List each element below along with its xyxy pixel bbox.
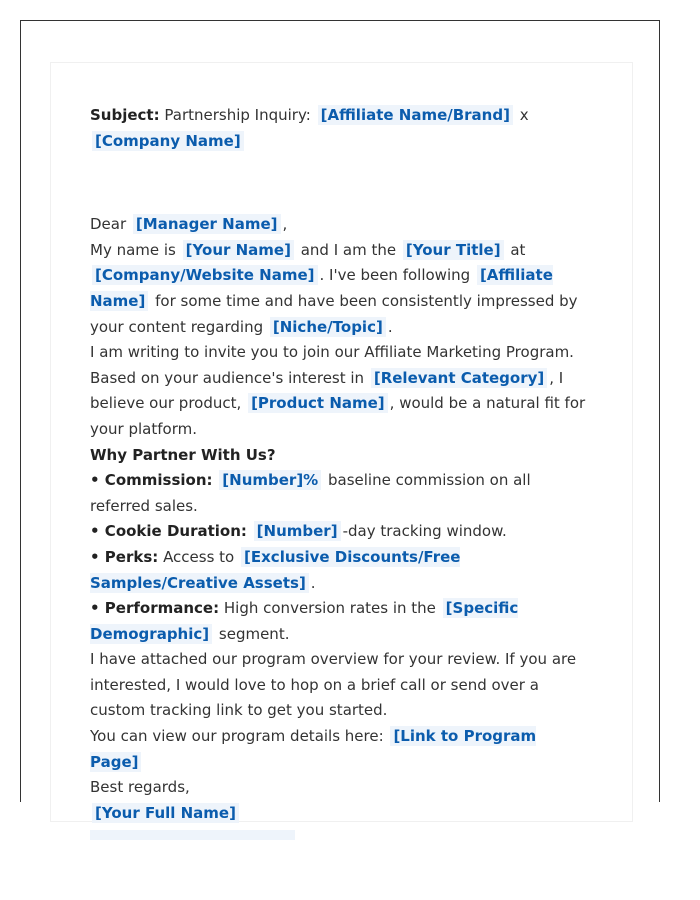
- commission-text: baseline commission on all referred sales.: [90, 471, 531, 515]
- greeting-comma: ,: [282, 215, 288, 234]
- placeholder-company-name: [Company Name]: [92, 131, 244, 151]
- email-body: [90, 103, 590, 840]
- view-program-text: You can view our program details here:: [90, 727, 384, 746]
- placeholder-relevant-category: [Relevant Category]: [371, 368, 547, 388]
- placeholder-company-website: [Company/Website Name]: [92, 265, 318, 285]
- cookie-text: -day tracking window.: [342, 522, 507, 541]
- intro-text-1: My name is: [90, 240, 176, 259]
- attached-paragraph: I have attached our program overview for your review. If you are interested, I would love to hop on a brief call or send over a custom tracking link to get you started.: [90, 650, 577, 720]
- intro-text-6: .: [387, 317, 393, 336]
- invite-paragraph: [90, 340, 590, 442]
- placeholder-manager-name: [Manager Name]: [133, 214, 281, 234]
- perks-end: .: [310, 573, 316, 592]
- subject-text: Partnership Inquiry:: [164, 106, 311, 124]
- perks-label: • Perks:: [90, 547, 159, 566]
- bullet-perks: [90, 545, 590, 596]
- performance-label: • Performance:: [90, 599, 220, 618]
- placeholder-commission-number: [Number]%: [219, 470, 321, 490]
- intro-text-3: at: [510, 240, 526, 259]
- placeholder-affiliate-brand: [Affiliate Name/Brand]: [318, 105, 513, 125]
- placeholder-your-title: [Your Title]: [403, 240, 504, 260]
- placeholder-full-name: [Your Full Name]: [92, 803, 239, 823]
- performance-text: High conversion rates in the: [223, 599, 436, 618]
- intro-text-2: and I am the: [300, 240, 397, 259]
- subject-label: Subject:: [90, 106, 160, 124]
- invite-text-1: I am writing to invite you to join our Affiliate Marketing Program. Based on your audience's interest in: [90, 343, 574, 387]
- document-frame: [20, 20, 660, 822]
- subject-separator: x: [519, 106, 529, 124]
- greeting-dear: Dear: [90, 215, 127, 234]
- placeholder-affiliate-name: [Affiliate Name]: [90, 266, 553, 310]
- invite-text-3: , would be a natural fit for your platform.: [90, 394, 586, 438]
- placeholder-niche-topic: [Niche/Topic]: [270, 317, 386, 337]
- view-program-line: [90, 724, 590, 775]
- placeholder-perks: [Exclusive Discounts/Free Samples/Creative Assets]: [90, 547, 461, 592]
- regards-line: Best regards,: [90, 778, 190, 797]
- intro-text-4: . I've been following: [319, 266, 471, 285]
- invite-text-2: , I believe our product,: [90, 368, 564, 413]
- intro-text-5: for some time and have been consistently impressed by your content regarding: [90, 291, 578, 336]
- signature-name-line: [90, 801, 590, 827]
- placeholder-specific-demographic: [Specific Demographic]: [90, 599, 519, 643]
- placeholder-cookie-number: [Number]: [254, 521, 341, 541]
- subject-line: [90, 103, 590, 154]
- cut-off-placeholder: [90, 830, 295, 840]
- performance-end: segment.: [218, 624, 290, 643]
- bullet-cookie: [90, 519, 590, 545]
- placeholder-program-link: [Link to Program Page]: [90, 727, 537, 771]
- bullet-commission: [90, 468, 590, 519]
- placeholder-product-name: [Product Name]: [248, 393, 388, 413]
- spacer: [90, 154, 590, 212]
- cookie-label: • Cookie Duration:: [90, 522, 247, 541]
- perks-text: Access to: [163, 547, 235, 566]
- bullet-performance: [90, 596, 590, 647]
- commission-label: • Commission:: [90, 471, 213, 490]
- intro-paragraph: [90, 238, 590, 340]
- placeholder-your-name: [Your Name]: [183, 240, 294, 260]
- why-heading: Why Partner With Us?: [90, 445, 276, 464]
- greeting-line: [90, 212, 590, 238]
